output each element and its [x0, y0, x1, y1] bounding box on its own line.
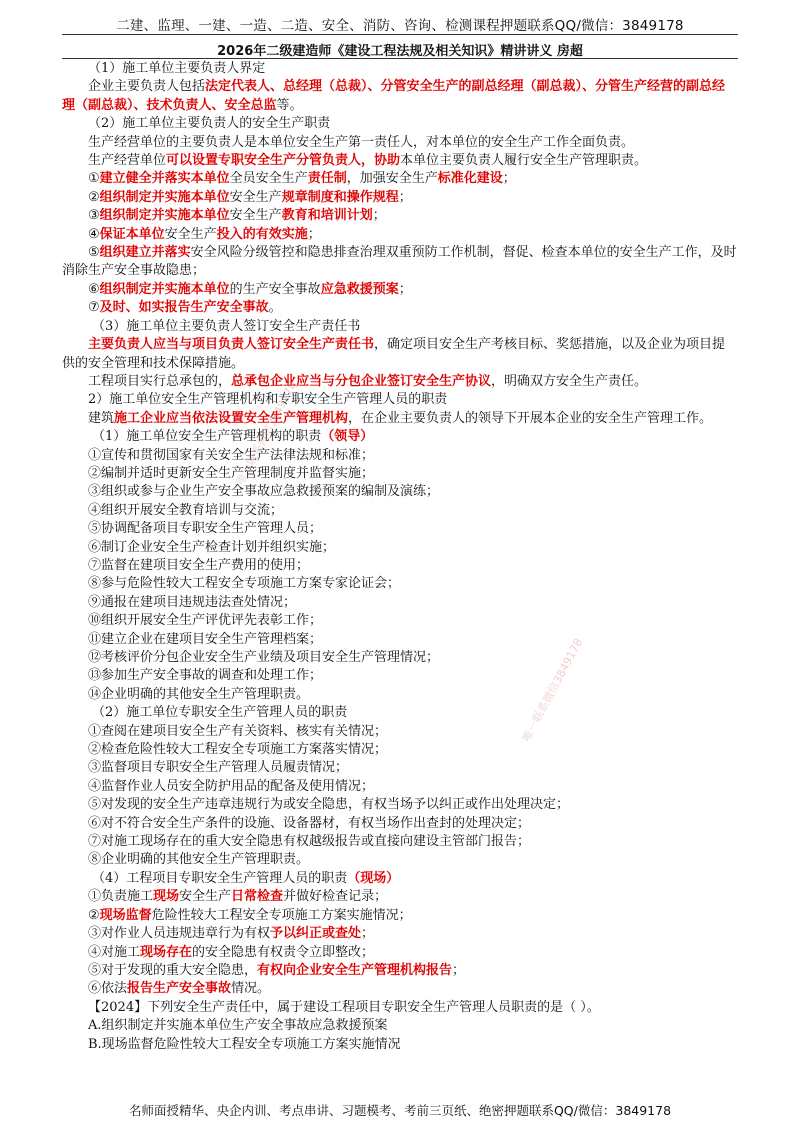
- paragraph: 建筑施工企业应当依法设置安全生产管理机构，在企业主要负责人的领导下开展本企业的安全生产管理工作。: [88, 410, 713, 426]
- subheading: （1）施工单位主要负责人界定: [88, 61, 266, 76]
- exam-question-stem: 【2024】下列安全生产责任中，属于建设工程项目专职安全生产管理人员职责的是（ ）。: [88, 999, 600, 1015]
- list-item: ①负责施工现场安全生产日常检查并做好检查记录；: [88, 889, 388, 905]
- paragraph: 生产经营单位可以设置专职安全生产分管负责人，协助本单位主要负责人履行安全生产管理职责。: [88, 153, 648, 169]
- list-item: ⑤协调配备项目专职安全生产管理人员；: [88, 521, 323, 537]
- subheading: （2）施工单位专职安全生产管理人员的职责: [92, 705, 348, 721]
- page-footer-contact: 名师面授精华、央企内训、考点串讲、习题模考、考前三页纸、绝密押题联系QQ/微信：3849178: [128, 1103, 672, 1118]
- list-item: ⑨通报在建项目违规违法查处情况；: [88, 594, 297, 610]
- question-option-a: A.组织制定并实施本单位生产安全事故应急救援预案: [88, 1018, 388, 1034]
- list-item: ⑦及时、如实报告生产安全事故。: [88, 300, 282, 316]
- paragraph: 主要负责人应当与项目负责人签订安全生产责任书，确定项目安全生产考核目标、奖惩措施，以及企业为项目提供的安全管理和技术保障措施。: [62, 337, 726, 371]
- list-item: ①宣传和贯彻国家有关安全生产法律法规和标准；: [88, 447, 375, 463]
- list-item: ⑦对施工现场存在的重大安全隐患有权越级报告或直接向建设主管部门报告；: [88, 834, 531, 850]
- list-item: ④保证本单位安全生产投入的有效实施；: [88, 226, 321, 242]
- list-item: ⑦监督在建项目安全生产费用的使用；: [88, 557, 310, 573]
- list-item: ⑥依法报告生产安全事故情况。: [88, 981, 271, 997]
- watermark: 唯一联系微信3849178: [519, 636, 586, 745]
- list-item: ②组织制定并实施本单位安全生产规章制度和操作规程；: [88, 189, 412, 205]
- list-item: ③对作业人员违规违章行为有权予以纠正或查处；: [88, 926, 375, 942]
- list-item: ⑫考核评价分包企业安全生产业绩及项目安全生产管理情况；: [88, 650, 440, 665]
- list-item: ⑤对发现的安全生产违章违规行为或安全隐患，有权当场予以纠正或作出处理决定；: [88, 797, 570, 813]
- title-divider: [62, 58, 738, 59]
- list-item: ⑬参加生产安全事故的调查和处理工作；: [88, 668, 323, 684]
- list-item: ⑥组织制定并实施本单位的生产安全事故应急救援预案；: [88, 281, 412, 297]
- list-item: ⑤组织建立并落实安全风险分级管控和隐患排查治理双重预防工作机制，督促、检查本单位的安全生产工作，及时消除生产安全事故隐患；: [62, 245, 737, 279]
- document-body: [62, 60, 738, 1054]
- list-item: ③组织制定并实施本单位安全生产教育和培训计划；: [88, 208, 386, 224]
- subheading: （4）工程项目专职安全生产管理人员的职责（现场）: [92, 870, 400, 886]
- list-item: ②编制并适时更新安全生产管理制度并监督实施；: [88, 465, 375, 481]
- paragraph: 工程项目实行总承包的，总承包企业应当与分包企业签订安全生产协议，明确双方安全生产责任。: [88, 373, 648, 389]
- list-item: ②检查危险性较大工程安全专项施工方案落实情况；: [88, 742, 388, 758]
- subheading: （1）施工单位安全生产管理机构的职责（领导）: [92, 429, 374, 445]
- list-item: ⑧参与危险性较大工程安全专项施工方案专家论证会；: [88, 576, 401, 592]
- list-item: ⑤对于发现的重大安全隐患，有权向企业安全生产管理机构报告；: [88, 962, 466, 978]
- subheading: （2）施工单位主要负责人的安全生产职责: [88, 116, 331, 132]
- page-header-contact: 二建、监理、一建、一造、二造、安全、消防、咨询、检测课程押题联系QQ/微信：3849178: [116, 18, 684, 34]
- list-item: ③组织或参与企业生产安全事故应急救援预案的编制及演练；: [88, 484, 440, 500]
- list-item: ①查阅在建项目安全生产有关资料、核实有关情况；: [88, 723, 388, 739]
- paragraph: 生产经营单位的主要负责人是本单位安全生产第一责任人，对本单位的安全生产工作全面负责。: [88, 134, 635, 150]
- list-item: ⑧企业明确的其他安全生产管理职责。: [88, 852, 310, 868]
- list-item: ⑪建立企业在建项目安全生产管理档案；: [88, 631, 323, 647]
- list-item: ⑥对不符合安全生产条件的设施、设备器材，有权当场作出查封的处理决定；: [88, 815, 531, 831]
- document-title: 2026年二级建造师《建设工程法规及相关知识》精讲讲义 房超: [217, 44, 583, 59]
- question-option-b: B.现场监督危险性较大工程安全专项施工方案实施情况: [88, 1036, 401, 1052]
- list-item: ⑥制订企业安全生产检查计划并组织实施；: [88, 539, 336, 555]
- header-divider: [62, 34, 738, 35]
- list-item: ④监督作业人员安全防护用品的配备及使用情况；: [88, 778, 375, 794]
- list-item: ②现场监督危险性较大工程安全专项施工方案实施情况；: [88, 907, 412, 923]
- list-item: ①建立健全并落实本单位全员安全生产责任制，加强安全生产标准化建设；: [88, 171, 516, 187]
- subheading: （3）施工单位主要负责人签订安全生产责任书: [92, 318, 361, 334]
- section-heading: 2）施工单位安全生产管理机构和专职安全生产管理人员的职责: [88, 392, 448, 408]
- list-item: ⑭企业明确的其他安全生产管理职责。: [88, 686, 310, 702]
- list-item: ③监督项目专职安全生产管理人员履责情况；: [88, 760, 349, 776]
- paragraph: 企业主要负责人包括法定代表人、总经理（总裁）、分管安全生产的副总经理（副总裁）、分管生产经营的副总经理（副总裁）、技术负责人、安全总监等。: [62, 79, 726, 113]
- list-item: ④组织开展安全教育培训与交流；: [88, 502, 284, 518]
- list-item: ④对施工现场存在的安全隐患有权责令立即整改；: [88, 944, 375, 960]
- watermark: 唯一联系微信3849178: [233, 379, 300, 488]
- list-item: ⑩组织开展安全生产评优评先表彰工作；: [88, 613, 323, 629]
